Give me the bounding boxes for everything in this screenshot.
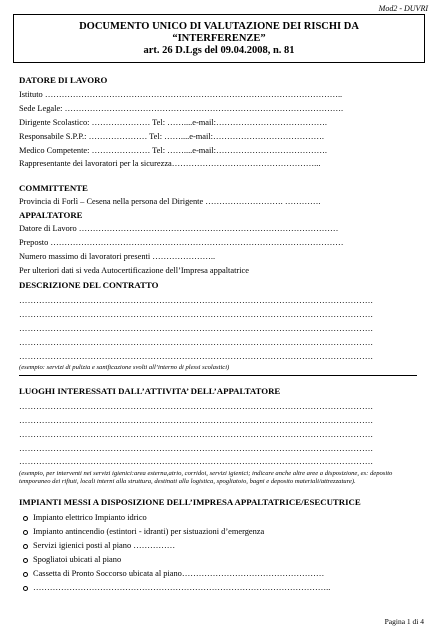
checkbox-circle-icon[interactable]	[23, 516, 28, 521]
checkbox-circle-icon[interactable]	[23, 572, 28, 577]
impianto-item: ……………………………………………………………………………………………..	[33, 583, 331, 592]
contratto-dots-line: …………………………………………………………………………………………………………….	[19, 296, 373, 305]
checkbox-circle-icon[interactable]	[23, 586, 28, 591]
appaltatore-datore-field: Datore di Lavoro …………………………………………………………………………………	[19, 224, 339, 233]
title-line-1: DOCUMENTO UNICO DI VALUTAZIONE DEI RISCHI DA	[79, 21, 359, 32]
checkbox-circle-icon[interactable]	[23, 544, 28, 549]
impianto-item: Impianto antincendio (estintori - idranti) per sistuazioni d’emergenza	[33, 527, 265, 536]
page-number: Pagina 1 di 4	[384, 617, 424, 626]
contratto-dots-line: …………………………………………………………………………………………………………….	[19, 324, 373, 333]
luoghi-dots-line: …………………………………………………………………………………………………………….	[19, 430, 373, 439]
rappresentante-field: Rappresentante dei lavoratori per la sicurezza……………………………………………...	[19, 159, 321, 168]
luoghi-dots-line: …………………………………………………………………………………………………………….	[19, 416, 373, 425]
rspp-field: Responsabile S.P.P.: ………………… Tel: ……....e-mail:………………………………….	[19, 132, 324, 141]
preposto-field: Preposto ……………………………………………………………………………………………	[19, 238, 344, 247]
committente-text: Provincia di Forlì – Cesena nella persona del Dirigente ………………………. ………….	[19, 197, 321, 206]
impianto-item: Spogliatoi ubicati al piano	[33, 555, 122, 564]
ulteriori-dati-text: Per ulteriori dati si veda Autocertificazione dell’Impresa appaltatrice	[19, 266, 249, 275]
committente-heading: COMMITTENTE	[19, 183, 88, 193]
title-box	[13, 14, 425, 63]
contratto-note: (esempio: servizi di pulizia e sanificazione svolti all’interno di plessi scolastici)	[19, 364, 230, 371]
checkbox-circle-icon[interactable]	[23, 530, 28, 535]
checkbox-circle-icon[interactable]	[23, 558, 28, 563]
section-divider	[19, 375, 417, 376]
appaltatore-heading: APPALTATORE	[19, 210, 83, 220]
title-line-2: “INTERFERENZE”	[172, 33, 266, 44]
luoghi-heading: LUOGHI INTERESSATI DALL’ATTIVITA’ DELL’APPALTATORE	[19, 386, 281, 396]
contratto-dots-line: …………………………………………………………………………………………………………….	[19, 310, 373, 319]
contratto-heading: DESCRIZIONE DEL CONTRATTO	[19, 280, 159, 290]
impianto-item: Cassetta di Pronto Soccorso ubicata al piano……………………………………………	[33, 569, 325, 578]
luoghi-dots-line: …………………………………………………………………………………………………………….	[19, 444, 373, 453]
contratto-dots-line: …………………………………………………………………………………………………………….	[19, 352, 373, 361]
title-line-3: art. 26 D.Lgs del 09.04.2008, n. 81	[143, 45, 295, 56]
sede-legale-field: Sede Legale: ……………………………………………………………………………………….	[19, 104, 344, 113]
numero-lavoratori-field: Numero massimo di lavoratori presenti …………………..	[19, 252, 216, 261]
impianto-item: Impianto elettrico Impianto idrico	[33, 513, 147, 522]
dirigente-field: Dirigente Scolastico: ………………… Tel: ……....e-mail:………………………………….	[19, 118, 327, 127]
istituto-field: Istituto ……………………………………………………………………………………………..	[19, 90, 343, 99]
impianto-item: Servizi igienici posti al piano ……………	[33, 541, 176, 550]
impianti-heading: IMPIANTI MESSI A DISPOSIZIONE DELL’IMPRESA APPALTATRICE/ESECUTRICE	[19, 497, 361, 507]
medico-field: Medico Competente: ………………… Tel: ……....e-mail:………………………………….	[19, 146, 327, 155]
module-code: Mod2 - DUVRI	[378, 4, 428, 13]
datore-heading: DATORE DI LAVORO	[19, 75, 108, 85]
luoghi-dots-line: …………………………………………………………………………………………………………….	[19, 402, 373, 411]
luoghi-dots-line: …………………………………………………………………………………………………………….	[19, 457, 373, 466]
contratto-dots-line: …………………………………………………………………………………………………………….	[19, 338, 373, 347]
luoghi-note: (esempio, per interventi nei servizi igienici:area esterna,atrio, corridoi, servizi igienici; indicare anche altre aree a disposizione, es: deposito temporaneo dei rifiuti, locali interni alla struttura, destinati alla logistica, spogliatoio, bagni e deposito materiali/attrezzature).	[19, 470, 393, 485]
